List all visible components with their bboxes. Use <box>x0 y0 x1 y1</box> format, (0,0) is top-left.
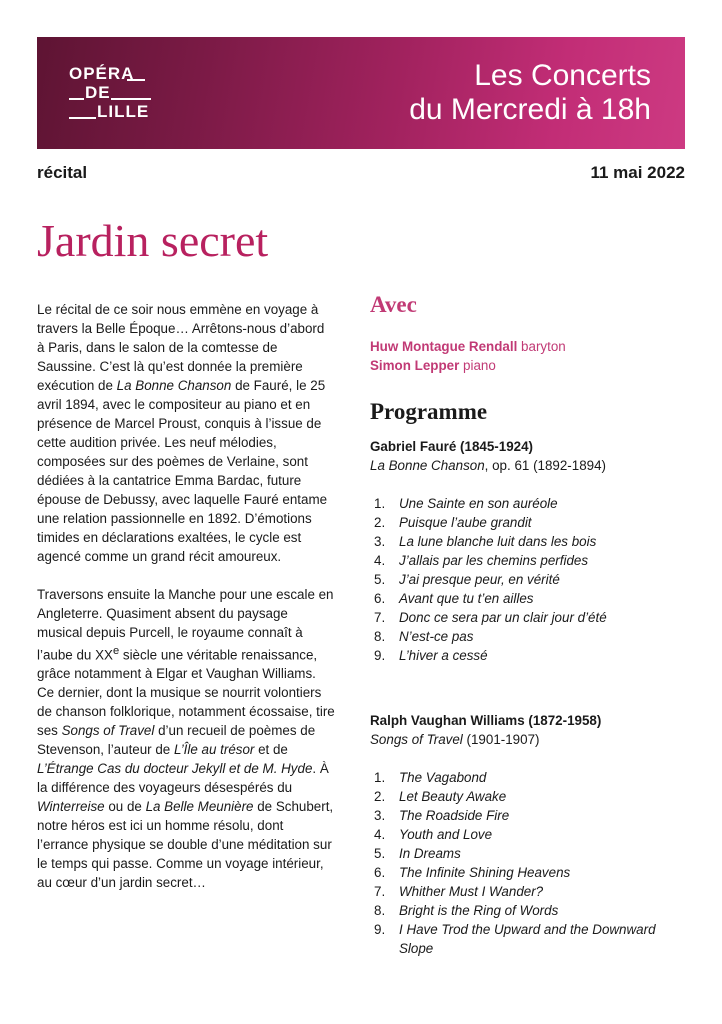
song-number: 3. <box>374 808 386 823</box>
song-list <box>370 494 690 665</box>
logo-text-lille: LILLE <box>97 102 150 121</box>
performers-list <box>370 337 690 375</box>
song-number: 3. <box>374 534 386 549</box>
song-item <box>370 806 690 825</box>
programme-column <box>370 290 690 958</box>
song-title: Donc ce sera par un clair jour d’été <box>399 610 607 625</box>
song-item <box>370 532 690 551</box>
performer-name: Huw Montague Rendall <box>370 339 518 354</box>
song-title: Puisque l’aube grandit <box>399 515 532 530</box>
song-list <box>370 768 690 958</box>
song-item <box>370 570 690 589</box>
song-item <box>370 901 690 920</box>
song-title: The Infinite Shining Heavens <box>399 865 571 880</box>
performer-name: Simon Lepper <box>370 358 460 373</box>
song-item <box>370 608 690 627</box>
song-title: Avant que tu t’en ailles <box>399 591 534 606</box>
composer-name: Ralph Vaughan Williams (1872-1958) <box>370 713 602 728</box>
song-item <box>370 494 690 513</box>
work-title: La Bonne Chanson <box>116 378 232 393</box>
work-details <box>370 456 690 475</box>
song-number: 1. <box>374 496 386 511</box>
song-item <box>370 589 690 608</box>
song-title: In Dreams <box>399 846 461 861</box>
avec-heading: Avec <box>370 292 417 317</box>
performer-role: baryton <box>521 339 566 354</box>
programme-heading: Programme <box>370 399 488 424</box>
series-title-line2: du Mercredi à 18h <box>409 93 651 126</box>
header-banner <box>37 37 685 149</box>
song-number: 5. <box>374 572 386 587</box>
category-label: récital <box>37 163 88 182</box>
text: Traversons ensuite la Manche pour une escale en Angleterre. Quasiment absent du paysage musical depuis Purcell, le royaume connaît à l’aube du XX <box>37 587 334 663</box>
performer-role: piano <box>463 358 496 373</box>
song-item <box>370 863 690 882</box>
song-number: 9. <box>374 922 386 937</box>
song-item <box>370 627 690 646</box>
superscript: e <box>112 645 120 657</box>
work-title: L’Étrange Cas du docteur Jekyll et de M. Hyde <box>37 761 313 777</box>
logo-text-opera: OPÉRA <box>69 64 135 83</box>
work-title: L’Île au trésor <box>173 742 255 758</box>
concert-date: 11 mai 2022 <box>590 163 685 182</box>
work-details <box>370 730 690 749</box>
song-title: N’est-ce pas <box>399 629 474 644</box>
song-title: La lune blanche luit dans les bois <box>399 534 597 549</box>
song-item <box>370 787 690 806</box>
song-title: Youth and Love <box>399 827 493 842</box>
song-number: 9. <box>374 648 386 663</box>
work-title: Songs of Travel <box>61 723 155 739</box>
song-title: The Vagabond <box>399 770 487 785</box>
text: de Fauré, le 25 avril 1894, avec le compositeur au piano et en présence de Marcel Proust, conquis à l’issue de cette audition privée. Les neuf mélodies, composées sur des poèmes de Verlaine, sont dédiées à la cantatrice Emma Bardac, future épouse de Debussy, avec laquelle Fauré entame une relation passionnelle en 1892. D’émotions timides en déclarations exaltées, le cycle est agencé comme un grand récit amoureux. <box>37 378 328 564</box>
song-title: J’ai presque peur, en vérité <box>399 572 560 587</box>
song-item <box>370 551 690 570</box>
text: ou de <box>104 799 146 815</box>
song-title: The Roadside Fire <box>399 808 510 823</box>
song-number: 7. <box>374 610 386 625</box>
song-number: 7. <box>374 884 386 899</box>
work-info: (1901-1907) <box>462 732 540 747</box>
text: siècle une véritable renaissance, grâce notamment à Elgar et Vaughan Williams. Ce dernier, dont la musique se nourrit volontiers de chanson folklorique, notamment écossaise, tire ses <box>37 647 335 739</box>
song-item <box>370 768 690 787</box>
song-title: J’allais par les chemins perfides <box>399 553 589 568</box>
work-title: La Bonne Chanson <box>370 458 485 473</box>
text: Le récital de ce soir nous emmène en voyage à travers la Belle Époque… Arrêtons-nous d’abord à Paris, dans le salon de la comtesse de Saussine. C’est là qu’est donnée la première exécution de <box>37 302 325 393</box>
text: . À la différence des voyageurs désespérés du <box>37 761 329 796</box>
song-number: 4. <box>374 553 386 568</box>
work-title: La Belle Meunière <box>145 799 254 815</box>
intro-paragraph-1 <box>37 300 335 566</box>
song-item <box>370 825 690 844</box>
page-title: Jardin secret <box>37 215 269 266</box>
intro-paragraph-2 <box>37 585 335 892</box>
song-number: 2. <box>374 789 386 804</box>
song-title: Une Sainte en son auréole <box>399 496 558 511</box>
performer <box>370 337 690 356</box>
song-number: 6. <box>374 591 386 606</box>
song-number: 4. <box>374 827 386 842</box>
song-number: 8. <box>374 903 386 918</box>
work-info: , op. 61 (1892-1894) <box>484 458 607 473</box>
song-item <box>370 844 690 863</box>
spacer <box>370 665 690 701</box>
text: de Schubert, notre héros est ici un homme résolu, dont l’errance physique se double d’une méditation sur le temps qui passe. Comme un voyage intérieur, au cœur d’un jardin secret… <box>37 799 334 891</box>
song-title: I Have Trod the Upward and the Downward Slope <box>399 922 656 956</box>
song-item <box>370 882 690 901</box>
song-number: 5. <box>374 846 386 861</box>
series-title <box>409 59 651 127</box>
song-title: L’hiver a cessé <box>399 648 488 663</box>
composer-name: Gabriel Fauré (1845-1924) <box>370 439 534 454</box>
song-item <box>370 646 690 665</box>
work-title: Songs of Travel <box>370 732 463 747</box>
text: et de <box>254 742 288 758</box>
song-title: Whither Must I Wander? <box>399 884 544 899</box>
song-number: 8. <box>374 629 386 644</box>
logo-text-de: DE <box>85 83 111 102</box>
song-title: Bright is the Ring of Words <box>399 903 559 918</box>
song-item <box>370 513 690 532</box>
text: d’un recueil de poèmes de Stevenson, l’auteur de <box>37 723 316 758</box>
series-title-line1: Les Concerts <box>474 59 651 92</box>
intro-text <box>37 300 335 911</box>
song-title: Let Beauty Awake <box>399 789 507 804</box>
performer <box>370 356 690 375</box>
work-title: Winterreise <box>37 799 105 815</box>
opera-de-lille-logo <box>69 65 169 125</box>
song-number: 6. <box>374 865 386 880</box>
song-number: 1. <box>374 770 386 785</box>
song-item <box>370 920 690 958</box>
song-number: 2. <box>374 515 386 530</box>
